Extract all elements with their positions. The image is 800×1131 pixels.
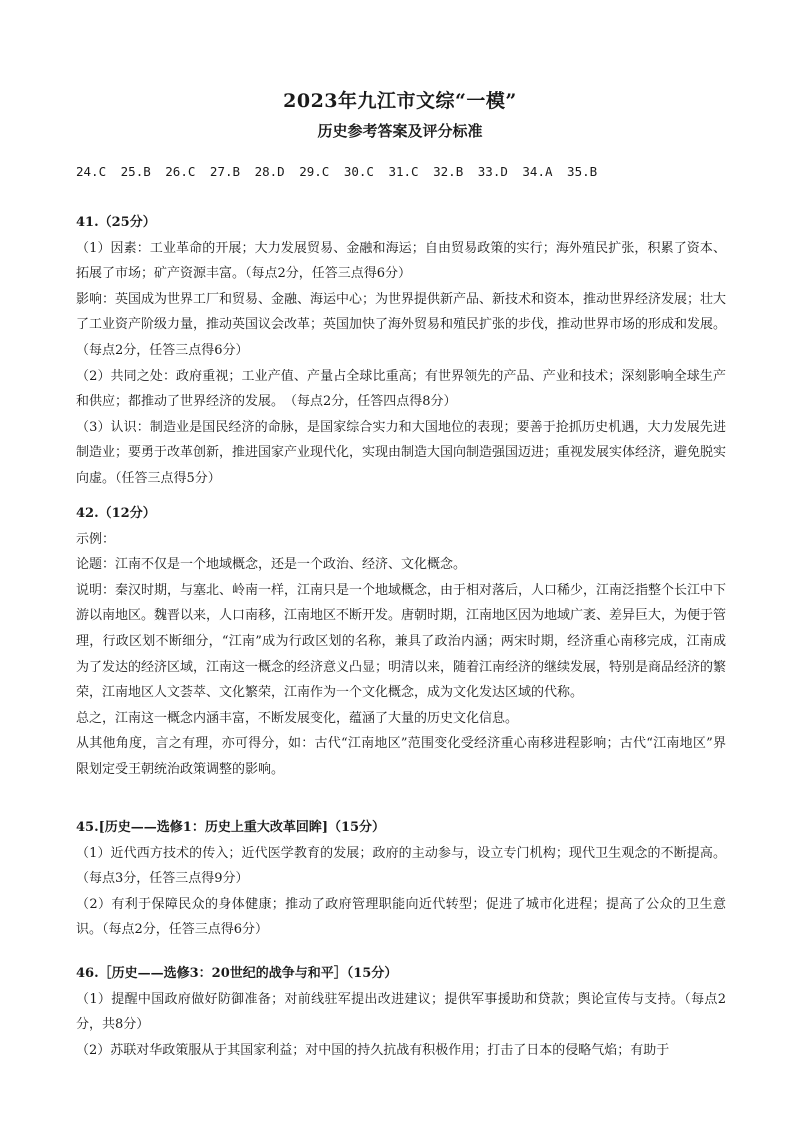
question-heading: 42.（12分） <box>76 506 156 521</box>
question-heading: 46.［历史——选修3：20世纪的战争与和平］（15分） <box>76 966 398 981</box>
page-title: 2023年九江市文综“一模” <box>283 90 517 112</box>
question-46 <box>76 961 726 1063</box>
mc-answer: 27.B <box>209 164 241 179</box>
page-subtitle: 历史参考答案及评分标准 <box>317 122 483 140</box>
answer-paragraph: （1）近代西方技术的传入；近代医学教育的发展；政府的主动参与，设立专门机构；现代卫生观念的不断提高。（每点3分，任答三点得9分） <box>76 845 726 887</box>
mc-answer: 25.B <box>120 164 151 179</box>
mc-answer: 34.A <box>522 164 553 179</box>
question-heading: 45.[历史——选修1：历史上重大改革回眸]（15分） <box>76 820 386 835</box>
answer-paragraph: （2）苏联对华政策服从于其国家利益；对中国的持久抗战有积极作用；打击了日本的侵略气焰；有助于 <box>76 1042 670 1058</box>
answer-paragraph: 论题：江南不仅是一个地域概念，还是一个政治、经济、文化概念。 <box>76 557 467 573</box>
answer-paragraph: 从其他角度，言之有理，亦可得分，如：古代“江南地区”范围变化受经济重心南移进程影响；古代“江南地区”界限划定受王朝统治政策调整的影响。 <box>76 736 726 777</box>
mc-answer: 35.B <box>567 164 598 179</box>
mc-answer: 32.B <box>433 164 464 179</box>
question-45 <box>76 815 726 943</box>
multiple-choice-answers <box>76 164 604 179</box>
answer-paragraph: （2）有利于保障民众的身体健康；推动了政府管理职能向近代转型；促进了城市化进程；提高了公众的卫生意识。（每点2分，任答三点得6分） <box>76 896 726 938</box>
answer-paragraph: （1）因素：工业革命的开展；大力发展贸易、金融和海运；自由贸易政策的实行；海外殖民扩张，积累了资本、拓展了市场；矿产资源丰富。（每点2分，任答三点得6分） <box>76 240 726 282</box>
mc-answer: 30.C <box>343 164 374 179</box>
answer-paragraph: 影响：英国成为世界工厂和贸易、金融、海运中心；为世界提供新产品、新技术和资本，推动世界经济发展；壮大了工业资产阶级力量，推动英国议会改革；英国加快了海外贸易和殖民扩张的步伐，推动世界市场的形成和发展。（每点2分，任答三点得6分） <box>76 291 727 358</box>
question-41 <box>76 210 726 492</box>
mc-answer: 26.C <box>165 164 196 179</box>
mc-answer: 28.D <box>254 164 285 179</box>
answer-paragraph: （2）共同之处：政府重视；工业产值、产量占全球比重高；有世界领先的产品、产业和技术；深刻影响全球生产和供应；都推动了世界经济的发展。 （每点2分，任答四点得8分） <box>76 368 726 410</box>
mc-answer: 24.C <box>76 164 107 179</box>
mc-answer: 31.C <box>388 164 419 179</box>
question-heading: 41.（25分） <box>76 215 156 230</box>
answer-paragraph: 说明：秦汉时期，与塞北、岭南一样，江南只是一个地域概念，由于相对落后，人口稀少，江南泛指整个长江中下游以南地区。魏晋以来，人口南移，江南地区不断开发。唐朝时期，江南地区因为地域广袤、差异巨大，为便于管理，行政区划不断细分，“江南”成为行政区划的名称，兼具了政治内涵；两宋时期，经济重心南移完成，江南成为了发达的经济区域，江南这一概念的经济意义凸显；明清以来，随着江南经济的继续发展，特别是商品经济的繁荣，江南地区人文荟萃、文化繁荣，江南作为一个文化概念，成为文化发达区域的代称。 <box>76 582 727 701</box>
answer-paragraph: 示例： <box>76 531 116 547</box>
answer-paragraph: （1）提醒中国政府做好防御准备；对前线驻军提出改进建议；提供军事援助和贷款；舆论宣传与支持。（每点2分，共8分） <box>76 991 726 1033</box>
answer-paragraph: 总之，江南这一概念内涵丰富，不断发展变化，蕴涵了大量的历史文化信息。 <box>76 710 519 726</box>
question-42 <box>76 501 726 783</box>
answer-paragraph: （3）认识：制造业是国民经济的命脉，是国家综合实力和大国地位的表现；要善于抢抓历史机遇，大力发展先进制造业；要勇于改革创新，推进国家产业现代化，实现由制造大国向制造强国迈进；重视发展实体经济，避免脱实向虚。（任答三点得5分） <box>76 419 727 486</box>
mc-answer: 33.D <box>477 164 508 179</box>
mc-answer: 29.C <box>299 164 330 179</box>
